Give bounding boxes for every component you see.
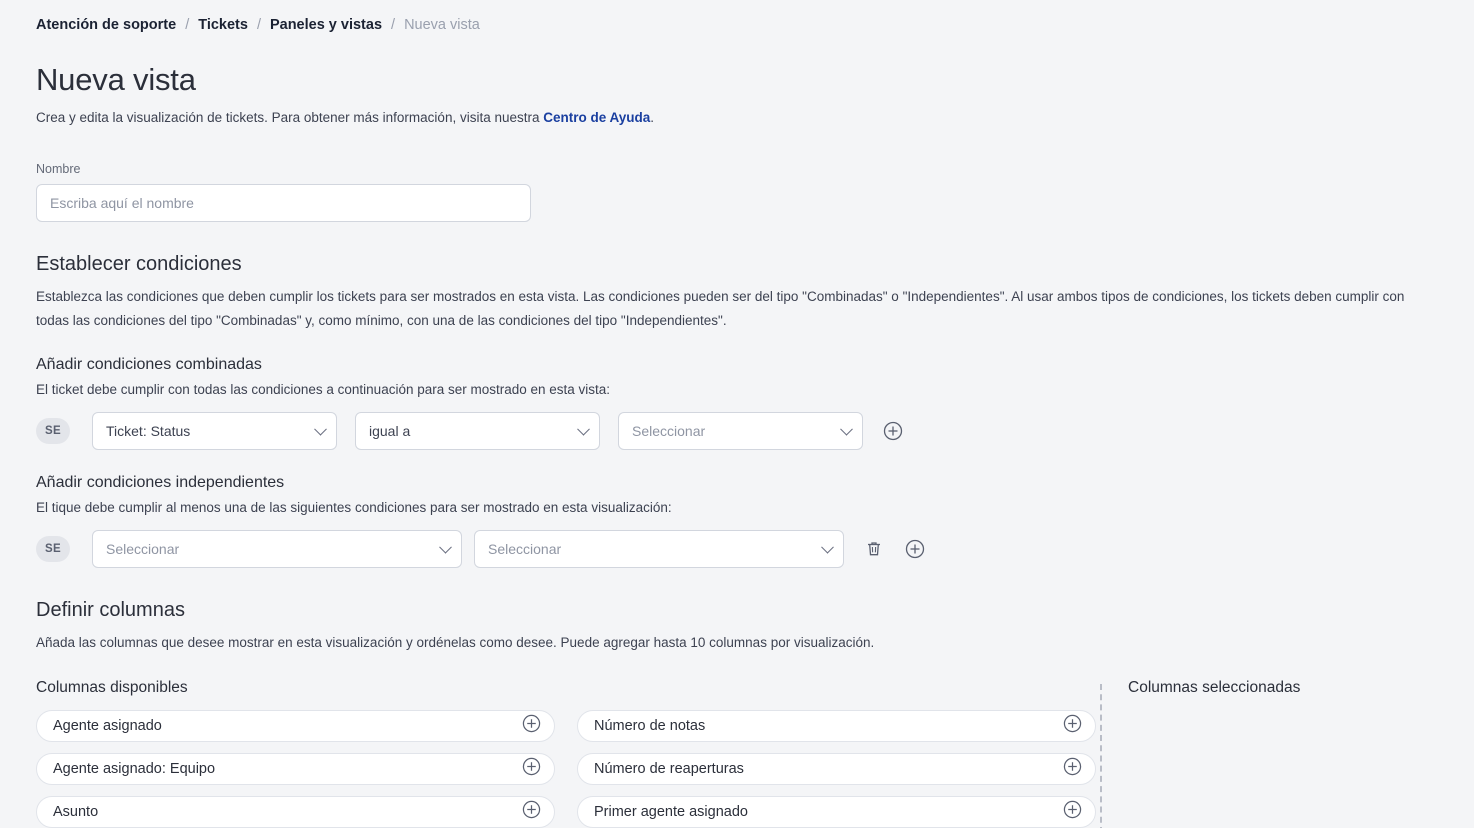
- independent-conditions-title: Añadir condiciones independientes: [36, 474, 285, 492]
- independent-condition-value-placeholder: Seleccionar: [488, 541, 562, 558]
- available-columns-label: Columnas disponibles: [36, 678, 188, 696]
- combined-condition-operator-select[interactable]: [355, 412, 600, 450]
- column-item-label: Agente asignado: [53, 717, 162, 734]
- plus-circle-icon: [522, 757, 541, 776]
- combined-condition-field-select[interactable]: [92, 412, 337, 450]
- combined-conditions-description: El ticket debe cumplir con todas las condiciones a continuación para ser mostrado en esta vista:: [36, 382, 611, 398]
- independent-condition-field-placeholder: Seleccionar: [106, 541, 180, 558]
- available-columns-list-left: [36, 710, 555, 828]
- add-column-button[interactable]: [1063, 757, 1082, 780]
- columns-section-title: Definir columnas: [36, 599, 185, 622]
- page-subtitle-suffix: .: [650, 110, 655, 125]
- plus-circle-icon: [522, 800, 541, 819]
- chevron-down-icon: [439, 541, 452, 554]
- breadcrumb-separator: /: [185, 17, 190, 33]
- combined-condition-operator-value: igual a: [369, 423, 411, 440]
- conditions-section-description: Establezca las condiciones que deben cumplir los tickets para ser mostrados en esta vista. Las condiciones pueden ser del tipo "Combinadas" o "Independientes". Al usar ambos tipos de condiciones, los tickets deben cumplir con todas las condiciones del tipo "Combinadas" y, como mínimo, con una de las condiciones del tipo "Independientes".: [36, 289, 1405, 328]
- breadcrumb-item-paneles-y-vistas[interactable]: Paneles y vistas: [269, 17, 383, 33]
- breadcrumb-separator: /: [256, 17, 261, 33]
- breadcrumb-item-current: Nueva vista: [404, 17, 480, 33]
- column-item-label: Primer agente asignado: [594, 803, 748, 820]
- plus-circle-icon: [1063, 714, 1082, 733]
- list-item[interactable]: [577, 710, 1096, 742]
- available-columns-list-right: [577, 710, 1096, 828]
- columns-headers: [36, 679, 1438, 697]
- list-item[interactable]: [36, 796, 555, 828]
- independent-condition-field-select[interactable]: [92, 530, 462, 568]
- combined-condition-value-select[interactable]: [618, 412, 863, 450]
- independent-condition-chip: SE: [36, 536, 70, 562]
- plus-circle-icon: [905, 539, 925, 559]
- independent-condition-row: [36, 530, 1438, 568]
- list-item[interactable]: [36, 710, 555, 742]
- plus-circle-icon: [522, 714, 541, 733]
- combined-condition-row: [36, 412, 1438, 450]
- add-column-button[interactable]: [522, 800, 541, 823]
- breadcrumb-item-soporte[interactable]: Atención de soporte: [36, 17, 177, 33]
- add-column-button[interactable]: [522, 757, 541, 780]
- add-column-button[interactable]: [522, 714, 541, 737]
- column-item-label: Número de notas: [594, 717, 706, 734]
- available-columns-panel: [36, 710, 1096, 828]
- breadcrumb-item-tickets[interactable]: Tickets: [198, 17, 248, 33]
- plus-circle-icon: [1063, 800, 1082, 819]
- plus-circle-icon: [1063, 757, 1082, 776]
- column-item-label: Número de reaperturas: [594, 760, 744, 777]
- chevron-down-icon: [577, 423, 590, 436]
- chevron-down-icon: [840, 423, 853, 436]
- chevron-down-icon: [821, 541, 834, 554]
- selected-columns-label: Columnas seleccionadas: [1128, 678, 1301, 696]
- add-column-button[interactable]: [1063, 800, 1082, 823]
- plus-circle-icon: [883, 421, 903, 441]
- combined-condition-value-placeholder: Seleccionar: [632, 423, 706, 440]
- delete-independent-condition-button[interactable]: [863, 538, 885, 560]
- independent-condition-value-select[interactable]: [474, 530, 844, 568]
- name-field-label: Nombre: [36, 162, 81, 176]
- breadcrumb: [36, 0, 1438, 33]
- columns-section-description: Añada las columnas que desee mostrar en esta visualización y ordénelas como desee. Puede agregar hasta 10 columnas por visualización.: [36, 635, 875, 651]
- name-input[interactable]: [36, 184, 531, 222]
- page-subtitle-text: Crea y edita la visualización de tickets. Para obtener más información, visita nuestra: [36, 110, 544, 125]
- list-item[interactable]: [577, 796, 1096, 828]
- independent-conditions-description: El tique debe cumplir al menos una de las siguientes condiciones para ser mostrado en esta visualización:: [36, 500, 672, 516]
- selected-columns-panel[interactable]: [1162, 710, 1438, 828]
- columns-divider: [1100, 684, 1102, 828]
- add-independent-condition-button[interactable]: [904, 538, 926, 560]
- add-column-button[interactable]: [1063, 714, 1082, 737]
- list-item[interactable]: [36, 753, 555, 785]
- breadcrumb-separator: /: [391, 17, 396, 33]
- column-item-label: Agente asignado: Equipo: [53, 760, 216, 777]
- combined-condition-field-value: Ticket: Status: [106, 423, 191, 440]
- columns-body: [36, 710, 1438, 828]
- page-title: Nueva vista: [36, 62, 196, 97]
- add-combined-condition-button[interactable]: [882, 420, 904, 442]
- chevron-down-icon: [314, 423, 327, 436]
- trash-icon: [865, 540, 883, 558]
- conditions-section-title: Establecer condiciones: [36, 253, 242, 275]
- page-subtitle: [36, 110, 1438, 125]
- list-item[interactable]: [577, 753, 1096, 785]
- combined-condition-chip: SE: [36, 418, 70, 444]
- help-center-link[interactable]: Centro de Ayuda: [543, 110, 651, 125]
- column-item-label: Asunto: [53, 803, 99, 820]
- combined-conditions-title: Añadir condiciones combinadas: [36, 356, 262, 374]
